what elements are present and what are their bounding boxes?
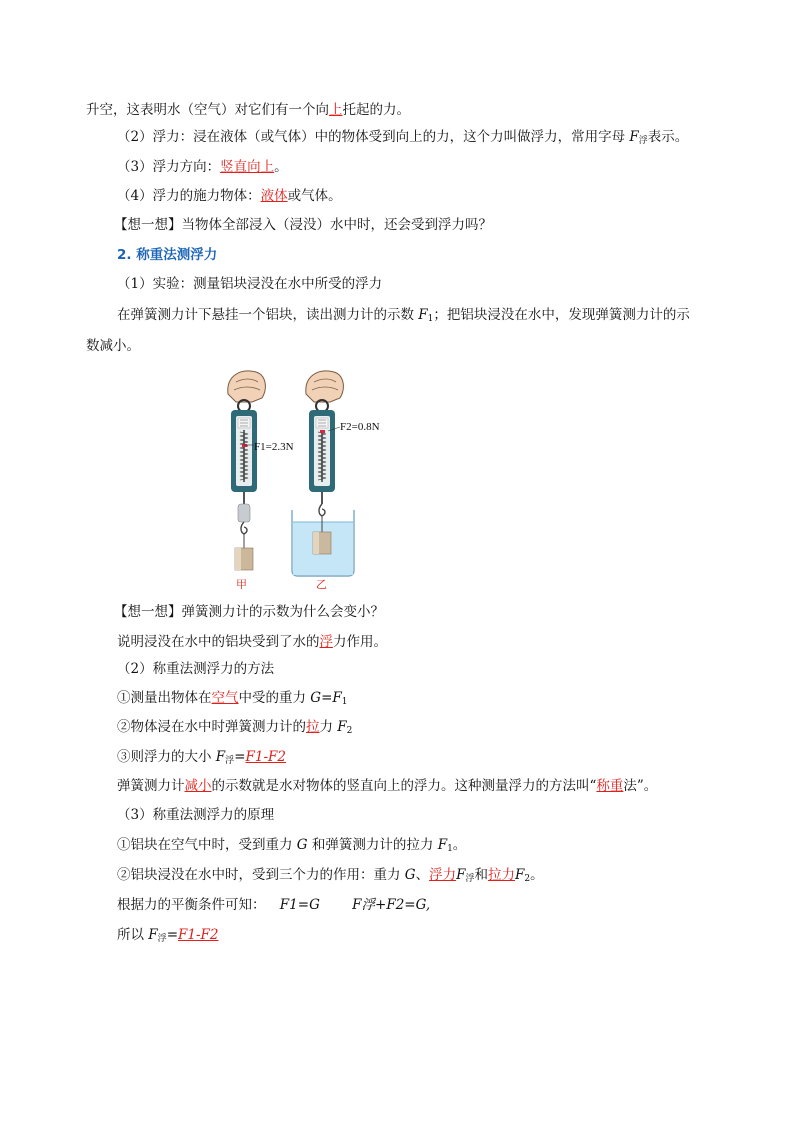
answer-text: 竖直向上 (220, 159, 275, 175)
left-reading-label: F1=2.3N (254, 441, 294, 453)
equation: F浮+F2=G, (352, 897, 431, 913)
text-line: 升空，这表明水（空气）对它们有一个向上托起的力。 (86, 102, 410, 118)
text-line: ③则浮力的大小 $F_浮=F1-F2$ (117, 749, 286, 766)
text-line: （1）实验：测量铝块浸没在水中所受的浮力 (117, 276, 383, 292)
section-title: 2. 称重法测浮力 (117, 247, 218, 263)
text-line: 在弹簧测力计下悬挂一个铝块，读出测力计的示数 $F_1$；把铝块浸没在水中，发现弹簧测力计的示 (117, 307, 690, 324)
text-line: （2）浮力：浸在液体（或气体）中的物体受到向上的力，这个力叫做浮力，常用字母 $F_浮$表示。 (117, 129, 689, 146)
text-line: ①测量出物体在空气中受的重力 $G=F_1$ (117, 690, 348, 707)
answer-text: F1-F2 (178, 927, 219, 943)
equation: F1=G (279, 897, 320, 913)
text-line: （4）浮力的施力物体：液体或气体。 (117, 188, 342, 204)
answer-text: 浮 (319, 634, 333, 650)
think-prompt: 【想一想】弹簧测力计的示数为什么会变小？ (114, 604, 384, 620)
text-line: （3）称重法测浮力的原理 (117, 807, 275, 823)
text-line: ②铝块浸没在水中时，受到三个力的作用：重力 G、浮力$F_浮$和拉力$F_2$。 (117, 867, 544, 884)
answer-text: 称重 (596, 778, 624, 794)
answer-text: 拉 (306, 719, 320, 735)
think-prompt: 【想一想】当物体全部浸入（浸没）水中时，还会受到浮力吗？ (114, 217, 492, 233)
answer-text: F1-F2 (245, 749, 286, 765)
answer-text: 浮力 (429, 867, 457, 883)
text-line: 弹簧测力计减小的示数就是水对物体的竖直向上的浮力。这种测量浮力的方法叫“称重法”。 (117, 778, 658, 794)
left-spring-scale (228, 371, 266, 570)
text-line: （3）浮力方向：竖直向上。 (117, 159, 288, 175)
text-line: 根据力的平衡条件可知： F1=G F浮+F2=G, (117, 897, 431, 913)
right-reading-label: F2=0.8N (340, 421, 380, 433)
right-caption: 乙 (316, 578, 327, 591)
answer-text: 上 (329, 102, 343, 118)
left-caption: 甲 (236, 578, 247, 591)
text-line: 所以 $F_浮=F1-F2$ (117, 927, 219, 944)
text-line: 说明浸没在水中的铝块受到了水的浮力作用。 (117, 634, 387, 650)
spring-scale-figure (200, 364, 420, 594)
answer-text: 空气 (211, 690, 239, 706)
text-line: ①铝块在空气中时，受到重力 G 和弹簧测力计的拉力 $F_1$。 (117, 837, 467, 854)
answer-text: 减小 (184, 778, 212, 794)
text-line: （2）称重法测浮力的方法 (117, 661, 275, 677)
text-line: ②物体浸在水中时弹簧测力计的拉力 $F_2$ (117, 719, 353, 736)
answer-text: 拉力 (487, 867, 515, 883)
answer-text: 液体 (260, 188, 288, 204)
text-line: 数减小。 (86, 338, 140, 354)
right-spring-scale (292, 371, 354, 576)
